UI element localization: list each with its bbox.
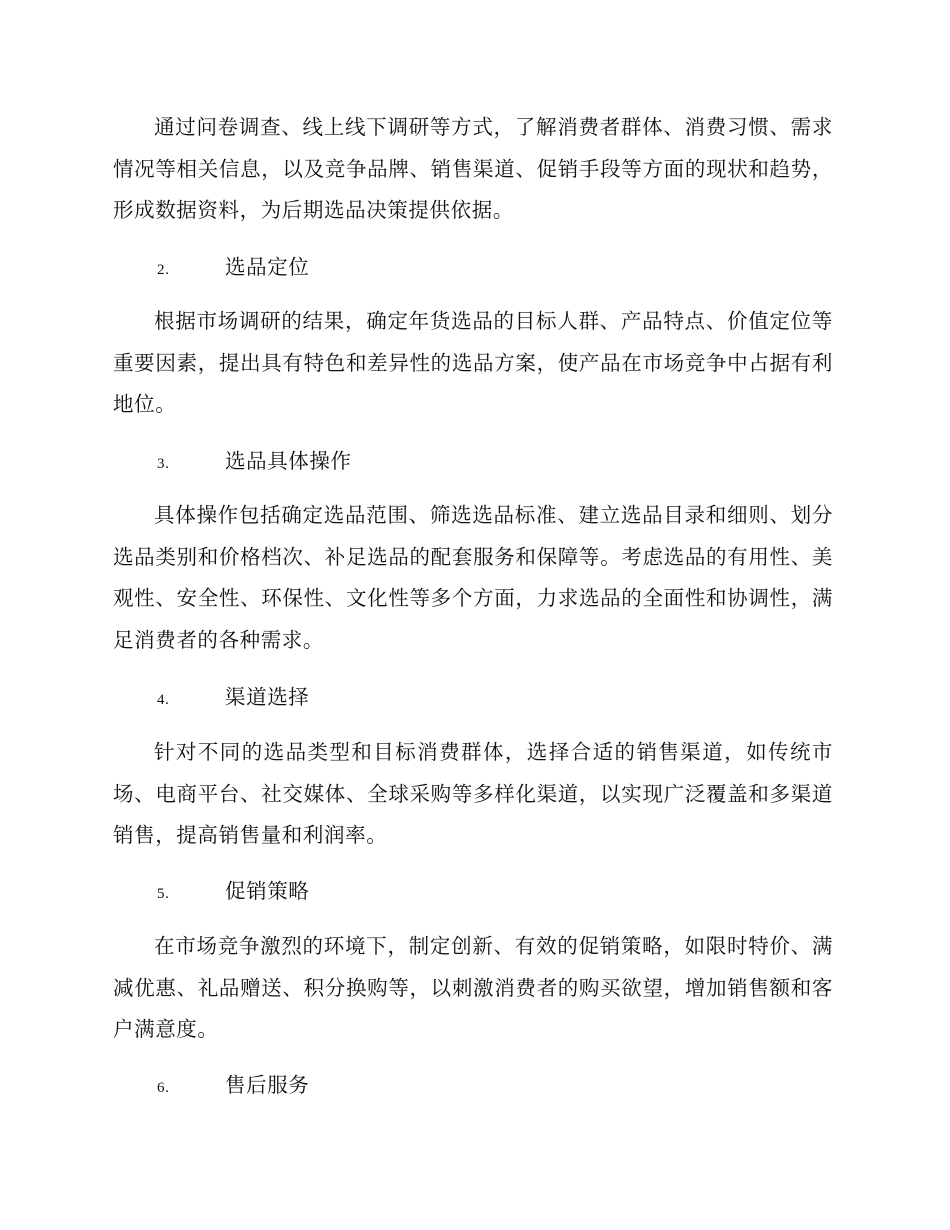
paragraph-channels: 针对不同的选品类型和目标消费群体，选择合适的销售渠道，如传统市场、电商平台、社交媒体、全球采购等多样化渠道，以实现广泛覆盖和多渠道销售，提高销售量和利润率。 <box>113 740 833 847</box>
section-number: 4. <box>157 692 170 708</box>
paragraph-positioning: 根据市场调研的结果，确定年货选品的目标人群、产品特点、价值定位等重要因素，提出具有特色和差异性的选品方案，使产品在市场竞争中占据有利地位。 <box>113 309 833 416</box>
section-heading-operations <box>157 446 352 476</box>
section-heading-positioning <box>157 252 309 282</box>
section-heading-after-sales <box>157 1070 309 1100</box>
section-title: 渠道选择 <box>225 685 310 709</box>
section-number: 3. <box>157 456 170 472</box>
section-number: 5. <box>157 886 170 902</box>
section-title: 促销策略 <box>225 879 310 903</box>
paragraph-promotion: 在市场竞争激烈的环境下，制定创新、有效的促销策略，如限时特价、满减优惠、礼品赠送、积分换购等，以刺激消费者的购买欲望，增加销售额和客户满意度。 <box>113 934 833 1041</box>
paragraph-operations: 具体操作包括确定选品范围、筛选选品标准、建立选品目录和细则、划分选品类别和价格档次、补足选品的配套服务和保障等。考虑选品的有用性、美观性、安全性、环保性、文化性等多个方面，力求选品的全面性和协调性，满足消费者的各种需求。 <box>113 503 833 652</box>
section-number: 2. <box>157 262 170 278</box>
section-heading-channels <box>157 682 309 712</box>
paragraph-survey: 通过问卷调查、线上线下调研等方式，了解消费者群体、消费习惯、需求情况等相关信息，以及竞争品牌、销售渠道、促销手段等方面的现状和趋势，形成数据资料，为后期选品决策提供依据。 <box>113 115 833 222</box>
section-title: 选品定位 <box>225 255 310 279</box>
section-title: 选品具体操作 <box>225 449 352 473</box>
section-number: 6. <box>157 1080 170 1096</box>
section-title: 售后服务 <box>225 1073 310 1097</box>
section-heading-promotion <box>157 876 309 906</box>
